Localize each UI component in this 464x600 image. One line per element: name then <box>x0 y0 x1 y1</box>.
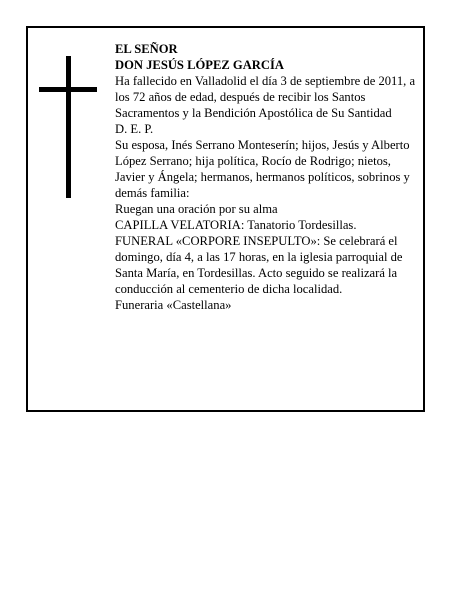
obituary-notice <box>26 26 425 412</box>
chapel-info: CAPILLA VELATORIA: Tanatorio Tordesillas. <box>115 218 357 232</box>
prayer-request: Ruegan una oración por su alma <box>115 202 278 216</box>
notice-text <box>115 41 423 313</box>
funeral-home: Funeraria «Castellana» <box>115 298 232 312</box>
cross-vertical-bar <box>66 56 71 198</box>
death-info: Ha fallecido en Valladolid el día 3 de septiembre de 2011, a los 72 años de edad, después de recibir los Santos Sacramentos y la Bendición Apostólica de Su Santidad <box>115 74 416 120</box>
deceased-name: DON JESÚS LÓPEZ GARCÍA <box>115 58 284 72</box>
latin-cross-icon <box>38 56 98 198</box>
family-list: Su esposa, Inés Serrano Monteserín; hijos, Jesús y Alberto López Serrano; hija política, Rocío de Rodrigo; nietos, Javier y Ángela; hermanos, hermanos políticos, sobrinos y demás familia: <box>115 138 410 200</box>
rip-line: D. E. P. <box>115 122 154 136</box>
heading-title: EL SEÑOR <box>115 42 178 56</box>
funeral-info: FUNERAL «CORPORE INSEPULTO»: Se celebrará el domingo, día 4, a las 17 horas, en la iglesia parroquial de Santa María, en Tordesillas. Acto seguido se realizará la conducción al cementerio de dicha localidad. <box>115 234 403 296</box>
cross-horizontal-bar <box>39 87 97 92</box>
